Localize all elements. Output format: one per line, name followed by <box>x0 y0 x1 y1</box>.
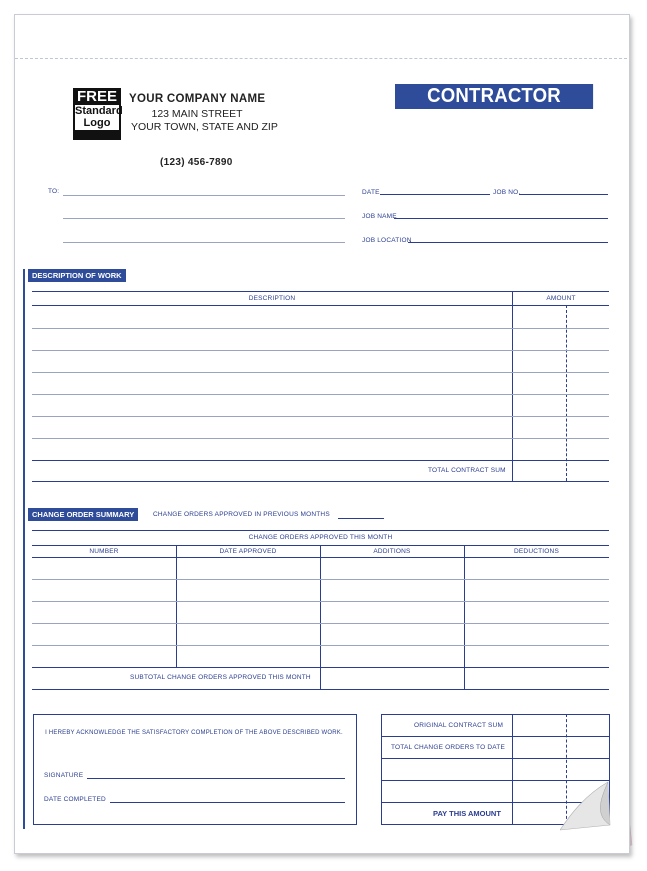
col-date-approved: DATE APPROVED <box>219 548 277 555</box>
date-completed-field[interactable] <box>110 802 345 803</box>
signature-label: SIGNATURE <box>44 772 84 779</box>
col-description: DESCRIPTION <box>248 295 296 302</box>
change-row[interactable] <box>32 645 609 646</box>
this-month-label: CHANGE ORDERS APPROVED THIS MONTH <box>248 534 393 541</box>
section-description-of-work: DESCRIPTION OF WORK <box>28 269 126 282</box>
work-amount-divider <box>512 291 513 481</box>
job-no-field[interactable] <box>519 194 608 195</box>
work-row[interactable] <box>32 416 609 417</box>
section-rule-1 <box>23 269 25 829</box>
acknowledgement-text: I HEREBY ACKNOWLEDGE THE SATISFACTORY COMPLETION OF THE ABOVE DESCRIBED WORK. <box>45 730 343 736</box>
pay-this-amount-label: PAY THIS AMOUNT <box>433 809 501 818</box>
previous-months-label: CHANGE ORDERS APPROVED IN PREVIOUS MONTHS <box>153 511 330 518</box>
work-row[interactable] <box>32 372 609 373</box>
work-header-bottom <box>32 305 609 306</box>
to-label: TO: <box>48 188 60 195</box>
job-location-label: JOB LOCATION <box>362 237 412 244</box>
summary-row[interactable] <box>381 736 609 737</box>
signature-field[interactable] <box>87 778 345 779</box>
summary-row[interactable] <box>381 758 609 759</box>
work-row[interactable] <box>32 438 609 439</box>
document-title: CONTRACTOR INVOICE <box>395 84 593 109</box>
work-cents-divider <box>566 305 567 481</box>
change-row[interactable] <box>32 579 609 580</box>
logo-line-2: Standard <box>75 105 123 117</box>
change-col-divider <box>176 545 177 667</box>
change-row[interactable] <box>32 667 609 668</box>
date-field[interactable] <box>380 194 490 195</box>
to-line-3[interactable] <box>63 242 345 243</box>
job-name-label: JOB NAME <box>362 213 397 220</box>
work-row[interactable] <box>32 460 609 461</box>
subtotal-label: SUBTOTAL CHANGE ORDERS APPROVED THIS MONTH <box>130 674 311 681</box>
company-phone: (123) 456-7890 <box>160 157 233 168</box>
col-number: NUMBER <box>89 548 119 555</box>
to-line-1[interactable] <box>63 195 345 196</box>
original-contract-sum-label: ORIGINAL CONTRACT SUM <box>414 722 504 729</box>
total-contract-sum-label: TOTAL CONTRACT SUM <box>428 467 506 474</box>
change-row[interactable] <box>32 601 609 602</box>
job-location-field[interactable] <box>408 242 608 243</box>
previous-months-field[interactable] <box>338 518 384 519</box>
col-deductions: DEDUCTIONS <box>514 548 559 555</box>
change-row[interactable] <box>32 623 609 624</box>
job-no-label: JOB NO. <box>493 189 521 196</box>
section-change-order-summary: CHANGE ORDER SUMMARY <box>28 508 138 521</box>
col-amount: AMOUNT <box>546 295 576 302</box>
total-change-orders-label: TOTAL CHANGE ORDERS TO DATE <box>391 744 505 751</box>
logo-line-1: FREE <box>76 88 117 105</box>
work-row[interactable] <box>32 394 609 395</box>
company-street: 123 MAIN STREET <box>151 108 243 120</box>
logo <box>73 88 121 140</box>
work-row[interactable] <box>32 350 609 351</box>
perforation-line <box>15 58 627 59</box>
work-header-top <box>32 291 609 292</box>
work-bottom <box>32 481 609 482</box>
page-curl <box>560 780 620 840</box>
date-label: DATE <box>362 189 380 196</box>
job-name-field[interactable] <box>394 218 608 219</box>
date-completed-label: DATE COMPLETED <box>44 796 106 803</box>
work-row[interactable] <box>32 328 609 329</box>
company-city: YOUR TOWN, STATE AND ZIP <box>131 121 278 133</box>
col-additions: ADDITIONS <box>373 548 411 555</box>
logo-line-3: Logo <box>75 117 119 130</box>
to-line-2[interactable] <box>63 218 345 219</box>
change-top <box>32 530 609 531</box>
change-bottom <box>32 689 609 690</box>
company-name: YOUR COMPANY NAME <box>129 93 266 105</box>
summary-amount-divider <box>512 714 513 824</box>
